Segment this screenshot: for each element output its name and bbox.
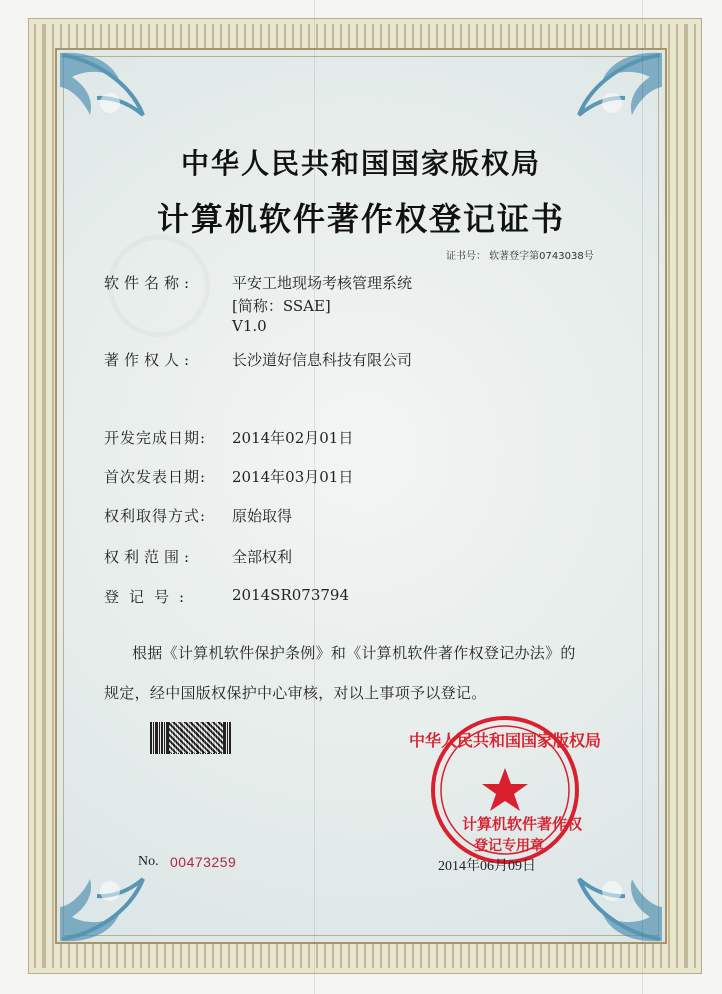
rights-scope-label: 权利范围:	[104, 548, 195, 566]
serial-label: No.	[138, 854, 159, 869]
owner-label: 著作权人:	[104, 351, 195, 369]
certificate-number: 证书号： 软著登字第0743038号	[446, 251, 594, 262]
software-name-label: 软件名称:	[104, 274, 195, 292]
qr-pattern-icon	[169, 722, 223, 753]
statement-line-2: 规定，经中国版权保护中心审核，对以上事项予以登记。	[104, 684, 487, 702]
seal-center-line-1: 计算机软件著作权	[462, 815, 583, 833]
rights-scope: 全部权利	[232, 548, 293, 566]
owner-name: 长沙道好信息科技有限公司	[232, 351, 413, 369]
short-name: [简称：SSAE]	[232, 297, 331, 315]
registration-number-label: 登记号:	[104, 588, 195, 606]
software-name: 平安工地现场考核管理系统	[232, 274, 413, 292]
publish-date: 2014年03月01日	[232, 468, 354, 486]
development-date: 2014年02月01日	[232, 429, 354, 447]
acquire-method: 原始取得	[232, 507, 293, 525]
certificate-title: 计算机软件著作权登记证书	[156, 200, 565, 238]
serial-number: 00473259	[170, 854, 237, 870]
seal-ring-text: 中华人民共和国国家版权局	[408, 731, 602, 750]
registration-number: 2014SR073794	[232, 586, 350, 604]
issue-date: 2014年06月09日	[438, 859, 536, 874]
publish-date-label: 首次发表日期:	[104, 468, 207, 486]
ornament-corner-bottom-left-icon	[52, 831, 170, 949]
seal-center-line-2: 登记专用章	[474, 838, 544, 854]
statement-line-1: 根据《计算机软件保护条例》和《计算机软件著作权登记办法》的	[132, 644, 576, 662]
software-version: V1.0	[232, 317, 267, 335]
issuer-title: 中华人民共和国国家版权局	[180, 147, 541, 180]
development-date-label: 开发完成日期:	[104, 429, 207, 447]
acquire-method-label: 权利取得方式:	[104, 507, 207, 525]
